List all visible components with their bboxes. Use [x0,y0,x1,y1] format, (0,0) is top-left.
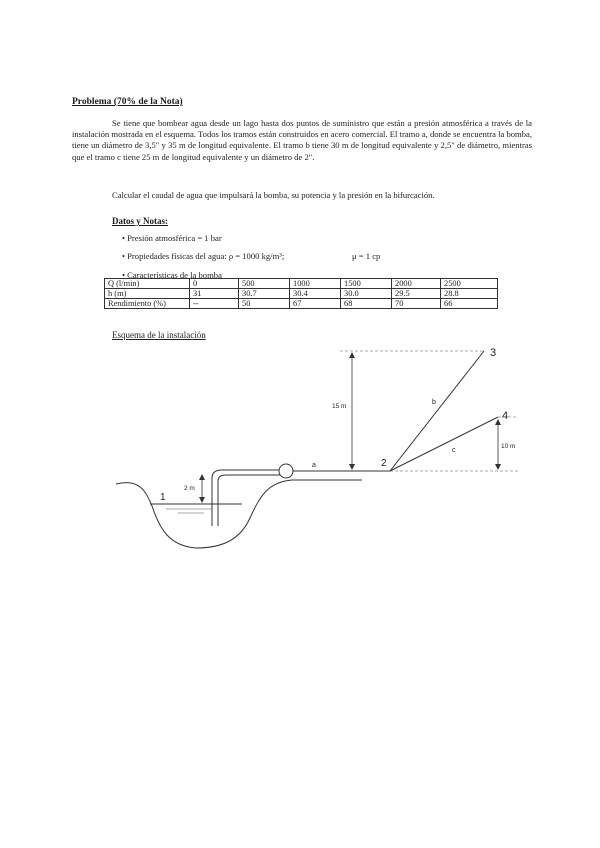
bullet-pressure: • Presión atmosférica = 1 bar [122,233,222,243]
bullet-viscosity: μ = 1 cp [352,251,381,261]
problem-title: Problema (70% de la Nota) [72,97,183,107]
table-cell: 0 [190,279,239,289]
pipe-section-b [390,351,484,471]
table-cell: 30.0 [341,289,392,299]
table-cell: 66 [441,299,498,309]
table-cell: 31 [190,289,239,299]
table-cell: 2500 [441,279,498,289]
problem-question: Calcular el caudal de agua que impulsará la bomba, su potencia y la presión en la bifurcación. [112,190,435,200]
label-height-10m: 10 m [501,443,516,450]
label-section-c: c [452,447,456,454]
table-cell: 30.7 [239,289,290,299]
pump-icon [279,464,293,478]
table-cell: 2000 [392,279,441,289]
label-point-2: 2 [381,458,387,469]
table-cell: 500 [239,279,290,289]
data-notes-title: Datos y Notas: [112,216,168,226]
label-section-b: b [432,399,436,406]
label-height-15m: 15 m [332,403,347,410]
table-cell: 68 [341,299,392,309]
table-cell: 1000 [290,279,341,289]
table-cell: 1500 [341,279,392,289]
bullet-pump: • Características de la bomba [122,270,222,280]
table-cell: 30.4 [290,289,341,299]
table-cell: Q (l/min) [105,279,190,289]
label-point-1: 1 [160,492,166,503]
bullet-properties: • Propiedades físicas del agua: ρ = 1000 kg/m³; [122,251,285,261]
table-cell: 67 [290,299,341,309]
table-cell: 29.5 [392,289,441,299]
table-cell: -- [190,299,239,309]
table-cell: h (m) [105,289,190,299]
label-section-a: a [312,462,316,469]
arrow-icon [199,474,205,480]
table-cell: 50 [239,299,290,309]
arrow-icon [349,464,355,470]
label-height-2m: 2 m [184,485,195,492]
table-cell: 70 [392,299,441,309]
schematic-title: Esquema de la instalación [112,330,206,340]
pipe-section-c [390,417,498,471]
problem-statement: Se tiene que bombear agua desde un lago hasta dos puntos de suministro que están a presión atmosférica a través de la instalación mostrada en el esquema. Todos los tramos están construidos en acero comercial. El tramo a, donde se encuentra la bomba, tiene un diámetro de 3,5" y 35 m de longitud equivalente. El tramo b tiene 30 m de longitud equivalente y 2,5" de diámetro, mientras que el tramo c tiene 25 m de longitud equivalente y un diámetro de 2". [72,118,532,162]
lake-bank [116,480,362,548]
suction-pipe-inner [218,475,280,526]
label-point-3: 3 [490,347,497,359]
arrow-icon [349,352,355,358]
label-point-4: 4 [502,410,509,422]
table-cell: Rendimiento (%) [105,299,190,309]
table-cell: 28.8 [441,289,498,299]
suction-pipe [212,470,280,526]
arrow-icon [495,464,501,470]
arrow-icon [495,419,501,425]
arrow-icon [199,497,205,503]
